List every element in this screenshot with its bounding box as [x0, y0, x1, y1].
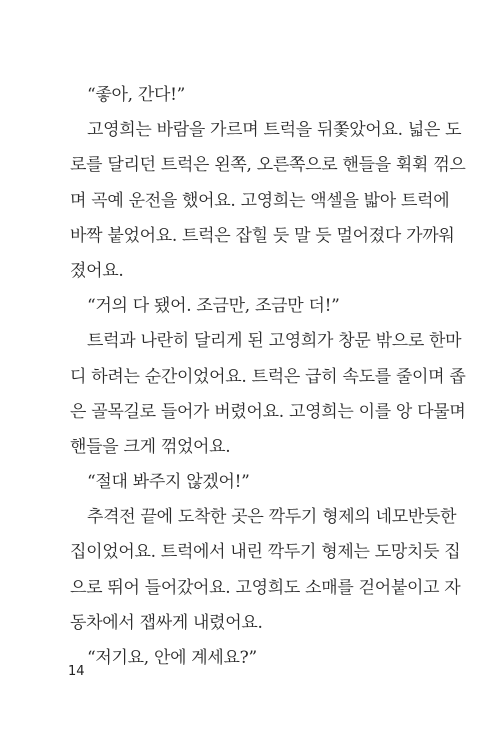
text-line: 로를 달리던 트럭은 왼쪽, 오른쪽으로 핸들을 휙휙 꺾으 [70, 155, 466, 176]
text-line: 졌어요. [70, 260, 124, 281]
text-line: 집이었어요. 트럭에서 내린 깍두기 형제는 도망치듯 집 [70, 542, 461, 563]
text-line: 핸들을 크게 꺾었어요. [70, 436, 231, 457]
text-line: 고영희는 바람을 가르며 트럭을 뒤쫓았어요. 넓은 도 [87, 120, 462, 141]
text-line: 디 하려는 순간이었어요. 트럭은 급히 속도를 줄이며 좁 [70, 366, 466, 387]
text-line: “좋아, 간다!” [87, 85, 186, 105]
text-line: 추격전 끝에 도착한 곳은 깍두기 형제의 네모반듯한 [87, 507, 457, 528]
page-number: 14 [68, 664, 85, 679]
text-line: 며 곡예 운전을 했어요. 고영희는 액셀을 밟아 트럭에 [70, 190, 450, 211]
body-text [70, 78, 466, 676]
text-line: “거의 다 됐어. 조금만, 조금만 더!” [87, 296, 340, 317]
text-line: 으로 뛰어 들어갔어요. 고영희도 소매를 걷어붙이고 자 [70, 577, 461, 598]
text-line: 트럭과 나란히 달리게 된 고영희가 창문 밖으로 한마 [87, 331, 462, 352]
text-line: “절대 봐주지 않겠어!” [87, 472, 250, 493]
text-line: 바짝 붙었어요. 트럭은 잡힐 듯 말 듯 멀어졌다 가까워 [70, 225, 455, 246]
text-line: 동차에서 잽싸게 내렸어요. [70, 612, 263, 633]
text-line: 은 골목길로 들어가 버렸어요. 고영희는 이를 앙 다물며 [70, 401, 466, 422]
text-line: “저기요, 안에 계세요?” [87, 648, 257, 668]
